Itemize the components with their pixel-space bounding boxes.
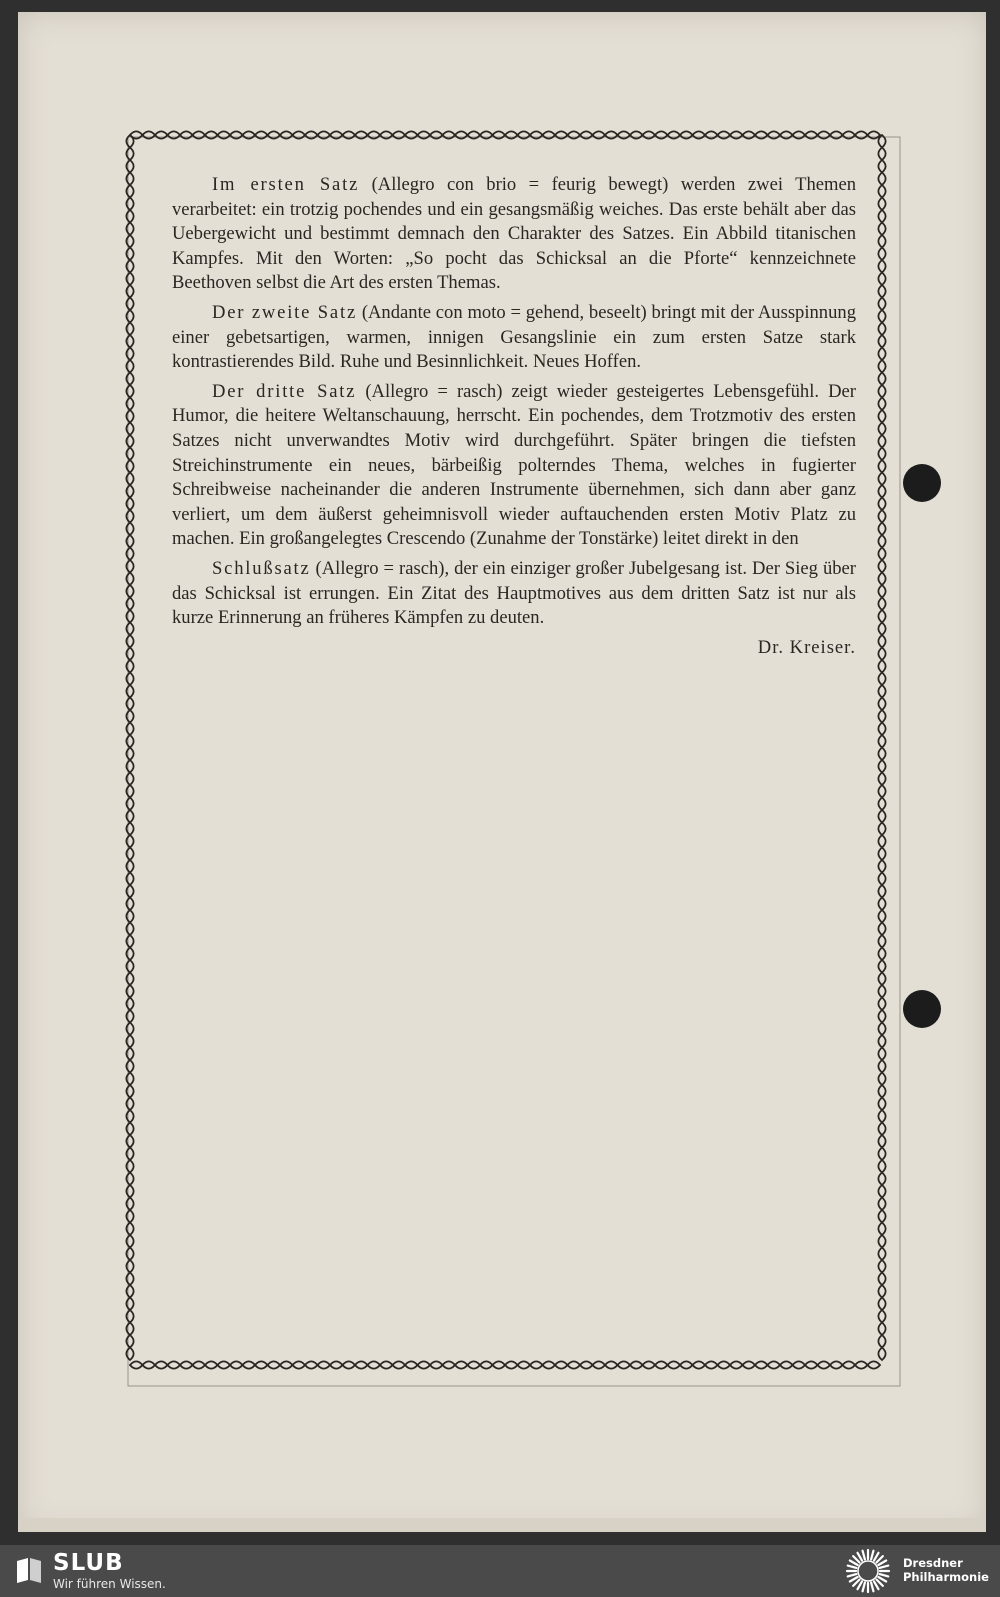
author-signature: Dr. Kreiser. — [757, 636, 856, 658]
slub-brand: SLUB — [53, 1550, 124, 1576]
paragraph-lead: Der dritte Satz — [212, 380, 357, 402]
punch-hole-top — [903, 464, 941, 502]
paragraph-lead: Der zweite Satz — [212, 301, 358, 323]
paragraph-second-movement — [172, 301, 856, 375]
philharmonie-name — [903, 1556, 998, 1584]
philharmonie-line-2: Philharmonie — [903, 1570, 989, 1584]
philharmonie-logo-icon — [842, 1547, 894, 1595]
punch-hole-bottom — [903, 990, 941, 1028]
paragraph-first-movement — [172, 173, 856, 296]
paragraph-body: (Andante con moto = gehend, beseelt) bringt mit der Ausspinnung einer gebetsartigen, warmen, innigen Gesangslinie ein zum ersten Satze stark kontrastierendes Bild. Ruhe und Besinnlichkeit. Neues Hoffen. — [172, 301, 856, 373]
paragraph-body: (Allegro = rasch), der ein einziger großer Jubelgesang ist. Der Sieg über das Schicksal ist errungen. Ein Zitat des Hauptmotives aus dem dritten Satz ist nur als kurze Erinnerung an früheres Kämpfen zu deuten. — [172, 557, 856, 629]
paragraph-body: (Allegro = rasch) zeigt wieder gesteigertes Lebensgefühl. Der Humor, die heitere Weltanschauung, herrscht. Ein pochendes, dem Trotzmotiv des ersten Satzes nicht unverwandtes Motiv wird durchgeführt. Später bringen die tiefsten Streichinstrumente ein neues, bärbeißig polterndes Thema, welches in fugierter Schreibweise nacheinander die anderen Instrumente übernehmen, sich dann aber ganz verliert, um dem äußerst geheimnisvoll wieder auftauchenden ersten Motiv Platz zu machen. Ein großangelegtes Crescendo (Zunahme der Tonstärke) leitet direkt in den — [172, 380, 856, 550]
slub-book-icon — [14, 1555, 44, 1585]
slub-tagline: Wir führen Wissen. — [53, 1577, 166, 1591]
paragraph-third-movement — [172, 380, 856, 552]
program-note-text — [172, 173, 856, 665]
footer-bar — [0, 1545, 1000, 1597]
paragraph-lead: Schlußsatz — [212, 557, 311, 579]
philharmonie-line-1: Dresdner — [903, 1556, 963, 1570]
paragraph-body: (Allegro con brio = feurig bewegt) werden zwei Themen verarbeitet: ein trotzig pochendes und ein gesangsmäßig weiches. Das erste behält aber das Uebergewicht und bestimmt demnach den Charakter des Satzes. Ein Abbild titanischen Kampfes. Mit den Worten: „So pocht das Schicksal an die Pforte“ kennzeichnete Beethoven selbst die Art des ersten Themas. — [172, 174, 857, 294]
paragraph-lead: Im ersten Satz — [212, 174, 360, 195]
paragraph-final-movement — [172, 557, 856, 631]
